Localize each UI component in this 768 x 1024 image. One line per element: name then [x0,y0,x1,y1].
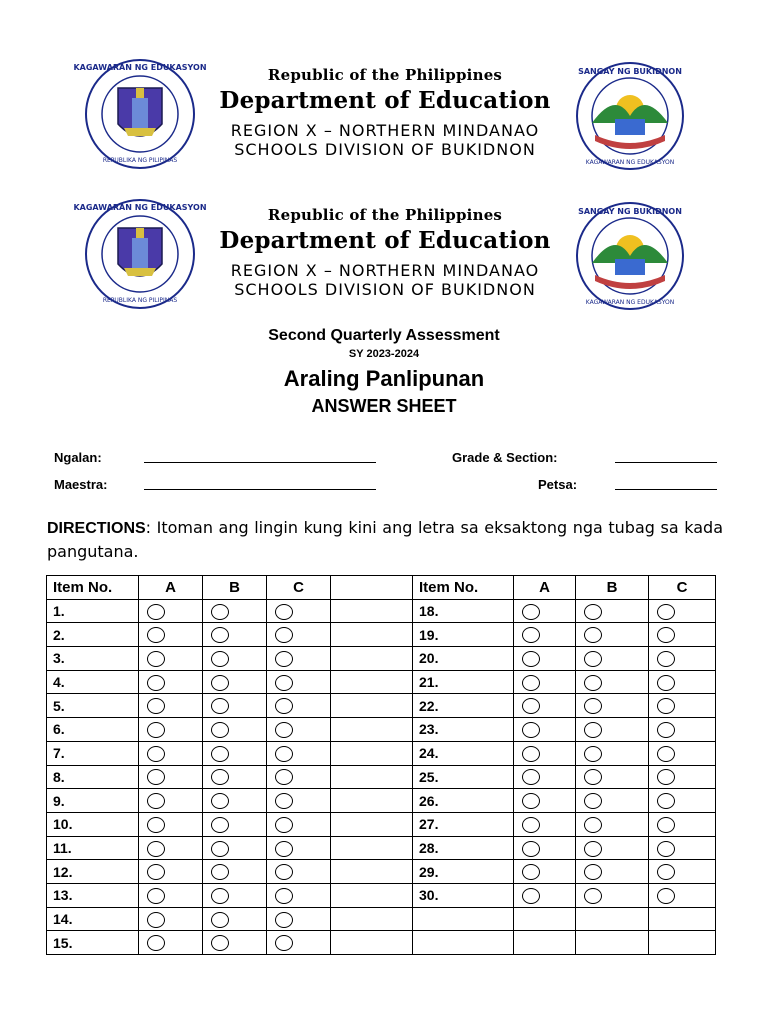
option-b-cell [576,765,649,789]
answer-bubble-b[interactable] [584,722,602,738]
answer-bubble-c[interactable] [275,675,293,691]
option-a-cell [139,860,203,884]
option-c-cell [267,836,331,860]
option-b-cell [203,836,267,860]
option-a-cell [139,670,203,694]
table-row [47,718,716,742]
department-heading: Department of Education [219,227,551,254]
blank-cell [331,931,413,955]
item-number [413,907,514,931]
option-b-cell [203,812,267,836]
option-a-cell [514,741,576,765]
table-row [47,741,716,765]
option-c-cell [649,670,716,694]
option-c-cell [649,789,716,813]
division-heading: SCHOOLS DIVISION OF BUKIDNON [234,140,536,159]
option-b-cell [576,599,649,623]
item-number: 5. [47,694,139,718]
option-a-cell [139,718,203,742]
option-b-cell [576,789,649,813]
option-b-cell [203,694,267,718]
blank-cell [331,765,413,789]
option-c-cell [267,647,331,671]
option-b-cell [203,907,267,931]
table-header-row [47,576,716,600]
option-b-cell [203,765,267,789]
maestra-field[interactable] [144,489,376,490]
maestra-label: Maestra: [54,477,108,492]
answer-bubble-a[interactable] [147,651,165,667]
republic-heading: Republic of the Philippines [267,206,503,224]
option-b-cell [576,860,649,884]
answer-bubble-c[interactable] [275,627,293,643]
answer-bubble-b[interactable] [584,769,602,785]
svg-text:REPUBLIKA NG PILIPINAS: REPUBLIKA NG PILIPINAS [102,157,178,164]
option-c-cell [649,836,716,860]
region-heading: REGION X – NORTHERN MINDANAO [230,261,540,280]
answer-bubble-c[interactable] [275,888,293,904]
blank-cell [331,647,413,671]
answer-bubble-b[interactable] [211,651,229,667]
item-number [413,931,514,955]
table-row [47,599,716,623]
letterhead-top [0,50,768,170]
table-row [47,836,716,860]
subject-title: Araling Panlipunan [283,366,485,391]
item-number: 2. [47,623,139,647]
option-a-cell [139,765,203,789]
option-a-cell [514,670,576,694]
option-a-cell [514,599,576,623]
option-c-cell [649,647,716,671]
option-a-header: A [514,576,576,600]
answer-bubble-b[interactable] [584,675,602,691]
answer-bubble-a[interactable] [147,722,165,738]
option-b-header: B [576,576,649,600]
answer-bubble-a[interactable] [522,722,540,738]
item-number: 1. [47,599,139,623]
answer-bubble-b[interactable] [211,722,229,738]
answer-bubble-c[interactable] [275,722,293,738]
answer-bubble-b[interactable] [211,935,229,951]
option-c-header: C [649,576,716,600]
answer-sheet-title: ANSWER SHEET [311,396,457,416]
blank-cell [331,883,413,907]
option-c-cell [649,694,716,718]
answer-bubble-a[interactable] [147,841,165,857]
answer-bubble-b[interactable] [584,888,602,904]
answer-bubble-a[interactable] [522,651,540,667]
answer-bubble-b[interactable] [211,698,229,714]
option-c-cell [267,718,331,742]
item-number: 9. [47,789,139,813]
option-a-cell [514,931,576,955]
item-number: 26. [413,789,514,813]
answer-bubble-b[interactable] [584,793,602,809]
answer-bubble-a[interactable] [522,793,540,809]
answer-bubble-c[interactable] [657,888,675,904]
option-b-cell [203,718,267,742]
option-b-cell [203,931,267,955]
answer-bubble-c[interactable] [657,793,675,809]
answer-bubble-c[interactable] [657,651,675,667]
answer-bubble-b[interactable] [211,769,229,785]
grade-section-field[interactable] [615,462,717,463]
answer-bubble-a[interactable] [522,769,540,785]
item-number: 15. [47,931,139,955]
option-b-cell [576,907,649,931]
grade-section-label: Grade & Section: [452,450,558,465]
option-c-cell [649,718,716,742]
option-a-cell [139,931,203,955]
svg-text:REPUBLIKA NG PILIPINAS: REPUBLIKA NG PILIPINAS [102,297,178,304]
letterhead-duplicate [0,190,768,310]
deped-seal-logo [73,58,207,170]
option-c-cell [267,765,331,789]
option-b-cell [203,741,267,765]
answer-bubble-c[interactable] [275,841,293,857]
answer-bubble-b[interactable] [211,888,229,904]
item-number: 13. [47,883,139,907]
answer-bubble-c[interactable] [275,864,293,880]
option-a-cell [514,883,576,907]
option-b-cell [203,623,267,647]
option-a-cell [139,741,203,765]
answer-bubble-b[interactable] [211,793,229,809]
answer-bubble-b[interactable] [584,864,602,880]
svg-text:KAGAWARAN NG EDUKASYON: KAGAWARAN NG EDUKASYON [585,159,675,166]
option-c-cell [649,883,716,907]
answer-bubble-a[interactable] [522,675,540,691]
answer-bubble-c[interactable] [657,746,675,762]
answer-bubble-a[interactable] [522,604,540,620]
option-b-cell [576,718,649,742]
option-a-cell [514,907,576,931]
answer-bubble-a[interactable] [147,627,165,643]
department-heading: Department of Education [219,87,551,114]
item-number: 14. [47,907,139,931]
blank-column-header [331,576,413,600]
option-a-cell [514,812,576,836]
answer-bubble-c[interactable] [657,722,675,738]
table-row [47,931,716,955]
answer-bubble-b[interactable] [211,817,229,833]
blank-cell [331,670,413,694]
answer-bubble-c[interactable] [275,817,293,833]
option-b-cell [203,883,267,907]
option-c-cell [267,599,331,623]
table-row [47,860,716,884]
item-no-header: Item No. [413,576,514,600]
answer-bubble-c[interactable] [657,627,675,643]
option-c-cell [649,599,716,623]
deped-seal-logo [73,198,207,310]
option-c-cell [267,860,331,884]
answer-bubble-b[interactable] [584,746,602,762]
answer-bubble-c[interactable] [275,746,293,762]
answer-bubble-c[interactable] [657,864,675,880]
blank-cell [331,860,413,884]
answer-bubble-b[interactable] [211,604,229,620]
item-number: 4. [47,670,139,694]
answer-bubble-b[interactable] [211,675,229,691]
option-a-cell [139,883,203,907]
directions-label: DIRECTIONS [47,520,146,537]
region-heading: REGION X – NORTHERN MINDANAO [230,121,540,140]
directions-text: : Itoman ang lingin kung kini ang letra sa eksaktong nga tubag sa kada pangutana. [47,518,723,561]
option-c-cell [649,931,716,955]
bukidnon-division-seal-logo [575,201,685,311]
option-a-cell [139,694,203,718]
option-c-cell [649,741,716,765]
item-number: 10. [47,812,139,836]
svg-text:KAGAWARAN NG EDUKASYON: KAGAWARAN NG EDUKASYON [73,63,207,72]
answer-bubble-b[interactable] [584,817,602,833]
option-a-cell [514,718,576,742]
option-b-cell [203,647,267,671]
item-number: 24. [413,741,514,765]
ngalan-label: Ngalan: [54,450,102,465]
item-number: 7. [47,741,139,765]
answer-bubble-a[interactable] [147,935,165,951]
blank-cell [331,789,413,813]
option-b-cell [203,670,267,694]
item-number: 22. [413,694,514,718]
item-number: 28. [413,836,514,860]
blank-cell [331,599,413,623]
option-b-cell [203,860,267,884]
answer-bubble-a[interactable] [147,817,165,833]
blank-cell [331,907,413,931]
answer-bubble-c[interactable] [275,651,293,667]
svg-text:KAGAWARAN NG EDUKASYON: KAGAWARAN NG EDUKASYON [73,203,207,212]
option-a-cell [514,623,576,647]
table-row [47,789,716,813]
option-b-cell [576,647,649,671]
svg-text:KAGAWARAN NG EDUKASYON: KAGAWARAN NG EDUKASYON [585,299,675,306]
directions [47,516,723,563]
answer-bubble-b[interactable] [584,604,602,620]
item-number: 25. [413,765,514,789]
item-number: 12. [47,860,139,884]
option-b-cell [576,623,649,647]
svg-text:SANGAY NG BUKIDNON: SANGAY NG BUKIDNON [578,67,682,76]
option-a-cell [514,836,576,860]
republic-heading: Republic of the Philippines [267,66,503,84]
option-b-cell [576,812,649,836]
answer-bubble-a[interactable] [147,912,165,928]
answer-bubble-b[interactable] [584,651,602,667]
option-b-cell [576,694,649,718]
answer-bubble-a[interactable] [147,793,165,809]
petsa-field[interactable] [615,489,717,490]
answer-bubble-c[interactable] [657,817,675,833]
option-b-cell [576,883,649,907]
ngalan-field[interactable] [144,462,376,463]
answer-bubble-c[interactable] [275,912,293,928]
option-b-cell [576,931,649,955]
bukidnon-division-seal-logo [575,61,685,171]
option-c-cell [267,741,331,765]
item-number: 30. [413,883,514,907]
table-row [47,670,716,694]
petsa-label: Petsa: [538,477,578,492]
item-number: 18. [413,599,514,623]
item-number: 8. [47,765,139,789]
option-c-cell [267,931,331,955]
answer-bubble-c[interactable] [275,604,293,620]
answer-bubble-b[interactable] [211,746,229,762]
blank-cell [331,741,413,765]
answer-bubble-a[interactable] [147,746,165,762]
option-c-cell [267,883,331,907]
answer-bubble-a[interactable] [522,627,540,643]
answer-bubble-a[interactable] [522,746,540,762]
option-a-cell [139,599,203,623]
option-a-cell [139,623,203,647]
table-row [47,765,716,789]
school-year: SY 2023-2024 [348,348,420,360]
item-number: 11. [47,836,139,860]
answer-bubble-a[interactable] [147,604,165,620]
table-row [47,812,716,836]
answer-bubble-c[interactable] [657,698,675,714]
option-c-header: C [267,576,331,600]
option-c-cell [649,812,716,836]
answer-bubble-c[interactable] [275,769,293,785]
option-a-cell [139,907,203,931]
option-b-cell [576,670,649,694]
assessment-title: Second Quarterly Assessment [268,327,500,344]
answer-bubble-b[interactable] [211,864,229,880]
answer-bubble-c[interactable] [275,935,293,951]
answer-bubble-b[interactable] [211,912,229,928]
answer-table [46,575,716,955]
option-a-header: A [139,576,203,600]
option-a-cell [514,694,576,718]
answer-bubble-c[interactable] [657,604,675,620]
answer-bubble-a[interactable] [147,675,165,691]
option-b-header: B [203,576,267,600]
item-number: 21. [413,670,514,694]
option-a-cell [139,836,203,860]
option-b-cell [203,599,267,623]
option-a-cell [514,765,576,789]
option-b-cell [576,836,649,860]
blank-cell [331,836,413,860]
answer-bubble-c[interactable] [275,793,293,809]
option-c-cell [267,812,331,836]
svg-text:SANGAY NG BUKIDNON: SANGAY NG BUKIDNON [578,207,682,216]
item-number: 23. [413,718,514,742]
option-c-cell [267,623,331,647]
answer-bubble-c[interactable] [275,698,293,714]
answer-bubble-a[interactable] [147,888,165,904]
option-c-cell [649,860,716,884]
answer-bubble-c[interactable] [657,769,675,785]
option-a-cell [139,789,203,813]
option-c-cell [649,907,716,931]
blank-cell [331,718,413,742]
item-number: 29. [413,860,514,884]
option-b-cell [203,789,267,813]
option-c-cell [649,765,716,789]
answer-bubble-a[interactable] [147,698,165,714]
table-row [47,883,716,907]
option-c-cell [267,907,331,931]
answer-bubble-b[interactable] [584,627,602,643]
answer-bubble-a[interactable] [522,817,540,833]
answer-bubble-b[interactable] [584,841,602,857]
answer-bubble-c[interactable] [657,841,675,857]
blank-cell [331,812,413,836]
option-c-cell [649,623,716,647]
table-row [47,647,716,671]
option-b-cell [576,741,649,765]
table-row [47,623,716,647]
item-no-header: Item No. [47,576,139,600]
table-row [47,907,716,931]
answer-bubble-b[interactable] [584,698,602,714]
answer-bubble-b[interactable] [211,627,229,643]
answer-bubble-b[interactable] [211,841,229,857]
item-number: 3. [47,647,139,671]
answer-bubble-a[interactable] [147,864,165,880]
option-c-cell [267,670,331,694]
answer-bubble-a[interactable] [522,698,540,714]
option-a-cell [514,789,576,813]
item-number: 27. [413,812,514,836]
item-number: 19. [413,623,514,647]
answer-bubble-c[interactable] [657,675,675,691]
item-number: 20. [413,647,514,671]
blank-cell [331,694,413,718]
division-heading: SCHOOLS DIVISION OF BUKIDNON [234,280,536,299]
answer-bubble-a[interactable] [522,888,540,904]
option-c-cell [267,789,331,813]
option-a-cell [514,647,576,671]
option-c-cell [267,694,331,718]
table-row [47,694,716,718]
option-a-cell [139,647,203,671]
answer-bubble-a[interactable] [522,841,540,857]
blank-cell [331,623,413,647]
option-a-cell [139,812,203,836]
option-a-cell [514,860,576,884]
answer-bubble-a[interactable] [522,864,540,880]
answer-bubble-a[interactable] [147,769,165,785]
item-number: 6. [47,718,139,742]
